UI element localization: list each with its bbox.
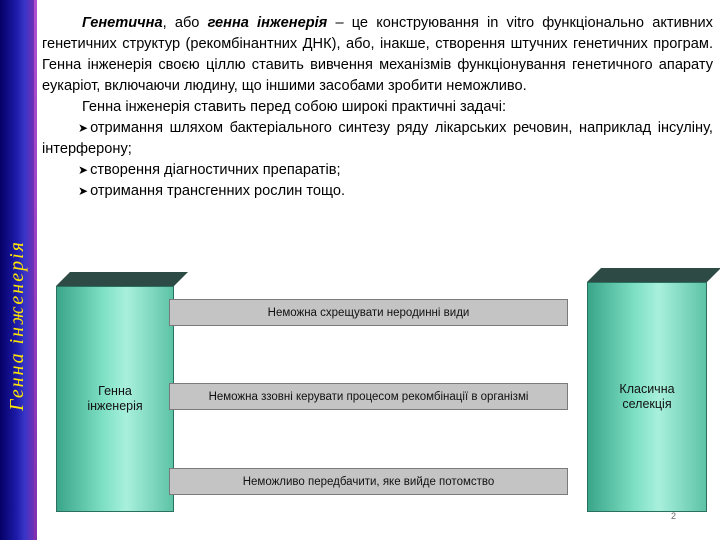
limitation-bar: Неможна схрещувати неродинні види <box>169 299 568 326</box>
tasks-intro: Генна інженерія ставить перед собою широкі практичні задачі: <box>82 99 507 115</box>
classical-selection-label: Класична селекція <box>619 382 675 411</box>
sidebar-title-text: Генна інженерія <box>5 239 28 411</box>
term-genetic: Генетична <box>82 15 163 31</box>
bullet-text: створення діагностичних препаратів; <box>90 162 341 178</box>
arrow-bullet-icon: ➤ <box>78 121 89 135</box>
sidebar-title <box>4 175 30 475</box>
bullet-item <box>42 181 713 202</box>
term-separator: , або <box>162 15 208 31</box>
classical-selection-box <box>587 268 720 512</box>
box-front-face <box>56 286 174 512</box>
bullet-text: отримання шляхом бактеріального синтезу ряду лікарських речовин, наприклад інсуліну, інтерферону; <box>42 120 713 157</box>
genetic-engineering-label: Генна інженерія <box>87 384 143 413</box>
sidebar-stripe <box>34 0 37 540</box>
definition-text: – це конструювання in vitro функціонально активних генетичних структур (рекомбінантних ДНК), або, інакше, створення штучних генетичних програм. Генна інженерія своєю ціллю ставить вивчення механізмів функціонування генетичного апарату еукаріот, включаючи людину, що іншими засобами зробити неможливо. <box>42 15 713 94</box>
box-top-face <box>587 268 720 282</box>
slide-body-text <box>42 13 713 202</box>
limitation-bar: Неможливо передбачити, яке вийде потомство <box>169 468 568 495</box>
bullet-item <box>42 118 713 160</box>
limitation-bar: Неможна ззовні керувати процесом рекомбінації в організмі <box>169 383 568 410</box>
term-genetic-engineering: генна інженерія <box>207 15 328 31</box>
definition-paragraph <box>42 13 713 97</box>
page-number: 2 <box>671 511 677 521</box>
arrow-bullet-icon: ➤ <box>78 163 89 177</box>
box-front-face <box>587 282 707 512</box>
arrow-bullet-icon: ➤ <box>78 184 89 198</box>
bullet-item <box>42 160 713 181</box>
box-top-face <box>56 272 188 286</box>
bullet-text: отримання трансгенних рослин тощо. <box>90 183 346 199</box>
